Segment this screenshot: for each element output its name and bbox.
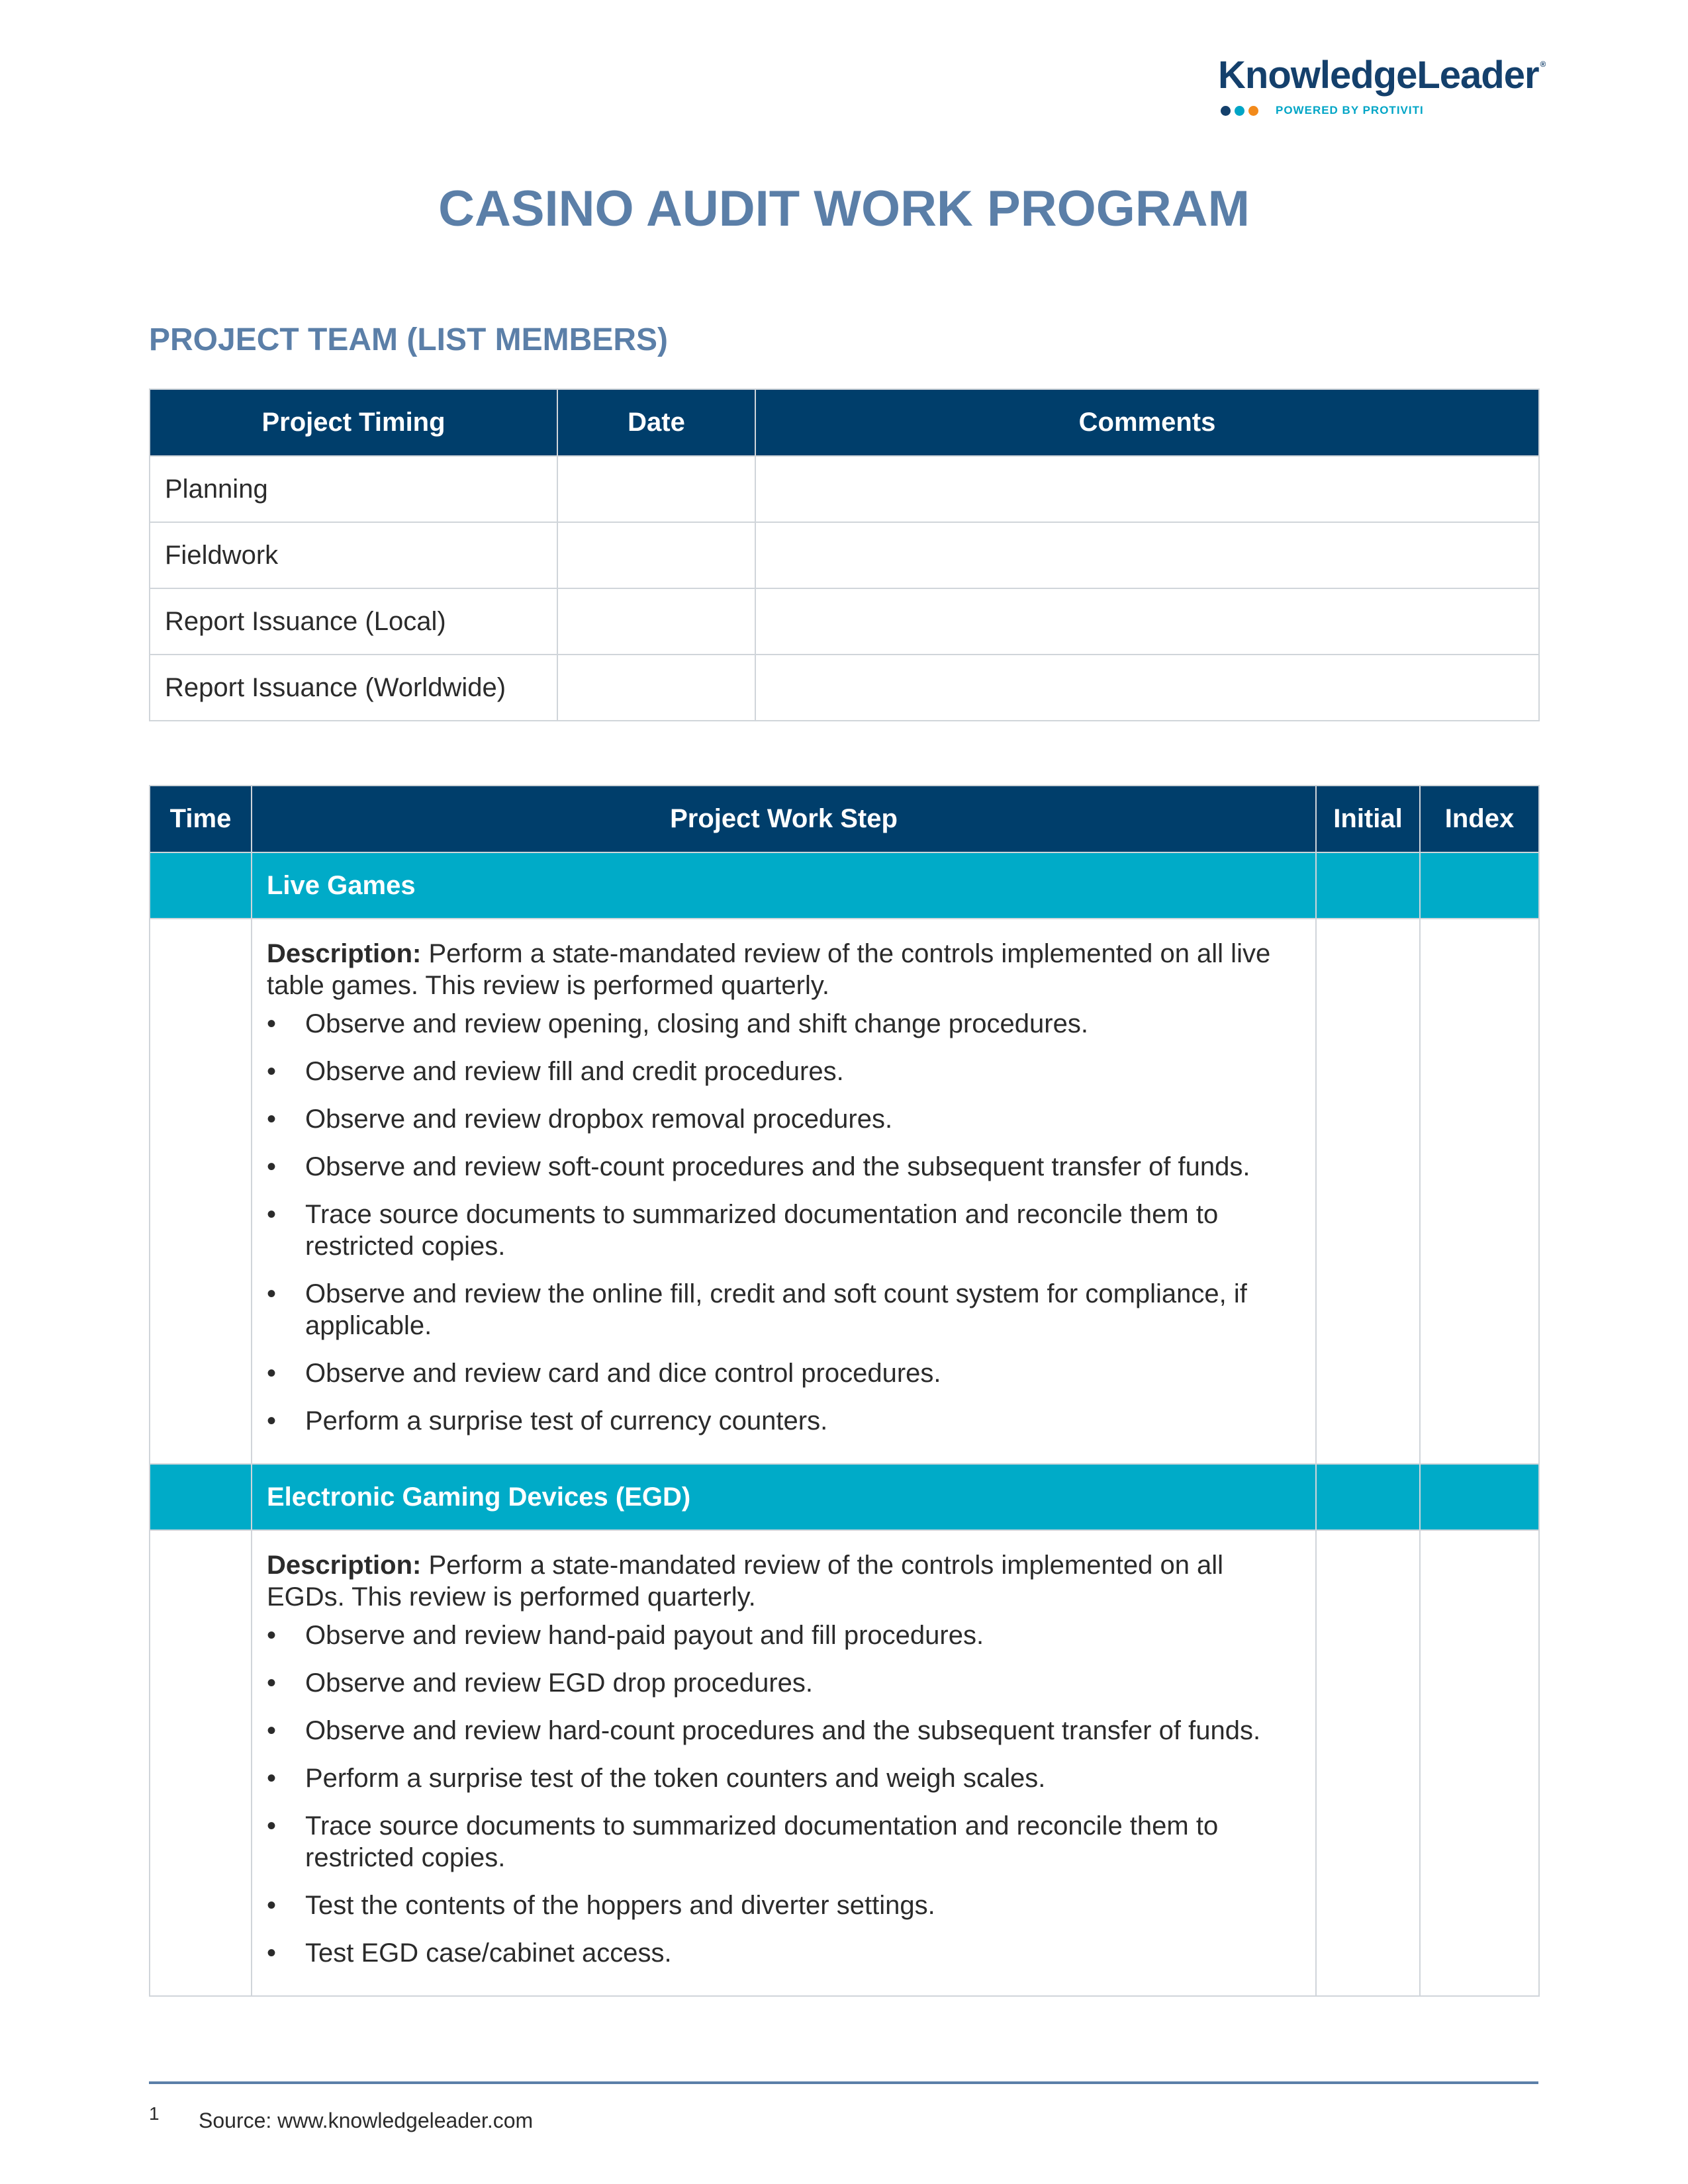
list-item: • Observe and review dropbox removal procedures. xyxy=(267,1103,1301,1135)
steps-header-row xyxy=(150,786,1539,852)
list-item: • Observe and review soft-count procedures and the subsequent transfer of funds. xyxy=(267,1151,1301,1183)
list-item: • Trace source documents to summarized documentation and reconcile them to restricted copies. xyxy=(267,1199,1301,1262)
comments-cell[interactable] xyxy=(755,655,1539,721)
category-row-live-games xyxy=(150,852,1539,919)
logo-wordmark: KnowledgeLeader ® xyxy=(1218,54,1546,97)
table-row xyxy=(150,522,1539,588)
index-cell[interactable] xyxy=(1420,1464,1539,1530)
time-cell[interactable] xyxy=(150,1530,252,1996)
table-row xyxy=(150,456,1539,522)
step-row-live-games xyxy=(150,919,1539,1464)
list-item: • Observe and review the online fill, credit and soft count system for compliance, if applicable. xyxy=(267,1278,1301,1342)
powered-by-label: POWERED BY PROTIVITI xyxy=(1276,104,1424,116)
timing-label: Report Issuance (Local) xyxy=(150,588,557,655)
step-bullet-list xyxy=(267,1619,1301,1969)
initial-cell[interactable] xyxy=(1316,852,1420,919)
header-index: Index xyxy=(1420,786,1539,852)
comments-cell[interactable] xyxy=(755,588,1539,655)
header-comments: Comments xyxy=(755,389,1539,456)
header-date: Date xyxy=(557,389,755,456)
list-item: • Observe and review EGD drop procedures. xyxy=(267,1667,1301,1699)
work-step-cell xyxy=(252,919,1316,1464)
date-cell[interactable] xyxy=(557,522,755,588)
work-step-cell xyxy=(252,1530,1316,1996)
footnote-source[interactable]: Source: www.knowledgeleader.com xyxy=(199,2109,534,2132)
list-item: • Observe and review opening, closing and shift change procedures. xyxy=(267,1008,1301,1040)
list-item: • Perform a surprise test of currency counters. xyxy=(267,1405,1301,1437)
time-cell[interactable] xyxy=(150,852,252,919)
step-row-egd xyxy=(150,1530,1539,1996)
date-cell[interactable] xyxy=(557,588,755,655)
step-description: Description: Perform a state-mandated review of the controls implemented on all live table games. This review is performed quarterly. xyxy=(267,939,1271,1000)
category-row-egd xyxy=(150,1464,1539,1530)
table-row xyxy=(150,655,1539,721)
logo-dots-icon xyxy=(1221,106,1258,116)
list-item: • Observe and review fill and credit procedures. xyxy=(267,1056,1301,1087)
initial-cell[interactable] xyxy=(1316,1464,1420,1530)
table-row xyxy=(150,588,1539,655)
comments-cell[interactable] xyxy=(755,522,1539,588)
step-description: Description: Perform a state-mandated review of the controls implemented on all EGDs. This review is performed quarterly. xyxy=(267,1551,1224,1612)
list-item: • Test the contents of the hoppers and diverter settings. xyxy=(267,1889,1301,1921)
timing-header-row xyxy=(150,389,1539,456)
header-initial: Initial xyxy=(1316,786,1420,852)
knowledgeleader-logo[interactable] xyxy=(1218,53,1549,117)
category-label: Electronic Gaming Devices (EGD) xyxy=(252,1464,1316,1530)
index-cell[interactable] xyxy=(1420,852,1539,919)
project-timing-table xyxy=(149,388,1540,721)
project-team-heading: PROJECT TEAM (LIST MEMBERS) xyxy=(149,322,669,357)
header-project-work-step: Project Work Step xyxy=(252,786,1316,852)
header-time: Time xyxy=(150,786,252,852)
category-label: Live Games xyxy=(252,852,1316,919)
list-item: • Observe and review card and dice control procedures. xyxy=(267,1357,1301,1389)
initial-cell[interactable] xyxy=(1316,1530,1420,1996)
date-cell[interactable] xyxy=(557,655,755,721)
list-item: • Observe and review hard-count procedures and the subsequent transfer of funds. xyxy=(267,1715,1301,1747)
index-cell[interactable] xyxy=(1420,919,1539,1464)
list-item: • Trace source documents to summarized documentation and reconcile them to restricted copies. xyxy=(267,1810,1301,1874)
timing-label: Report Issuance (Worldwide) xyxy=(150,655,557,721)
list-item: • Perform a surprise test of the token counters and weigh scales. xyxy=(267,1762,1301,1794)
list-item: • Test EGD case/cabinet access. xyxy=(267,1937,1301,1969)
footnote-number: 1 xyxy=(149,2103,160,2124)
list-item: • Observe and review hand-paid payout and fill procedures. xyxy=(267,1619,1301,1651)
header-project-timing: Project Timing xyxy=(150,389,557,456)
timing-label: Fieldwork xyxy=(150,522,557,588)
work-steps-table xyxy=(149,785,1540,1997)
initial-cell[interactable] xyxy=(1316,919,1420,1464)
date-cell[interactable] xyxy=(557,456,755,522)
document-title: CASINO AUDIT WORK PROGRAM xyxy=(438,181,1250,237)
index-cell[interactable] xyxy=(1420,1530,1539,1996)
footer-divider xyxy=(149,2081,1538,2084)
logo-subline xyxy=(1218,104,1549,117)
time-cell[interactable] xyxy=(150,919,252,1464)
time-cell[interactable] xyxy=(150,1464,252,1530)
comments-cell[interactable] xyxy=(755,456,1539,522)
step-bullet-list xyxy=(267,1008,1301,1437)
timing-label: Planning xyxy=(150,456,557,522)
